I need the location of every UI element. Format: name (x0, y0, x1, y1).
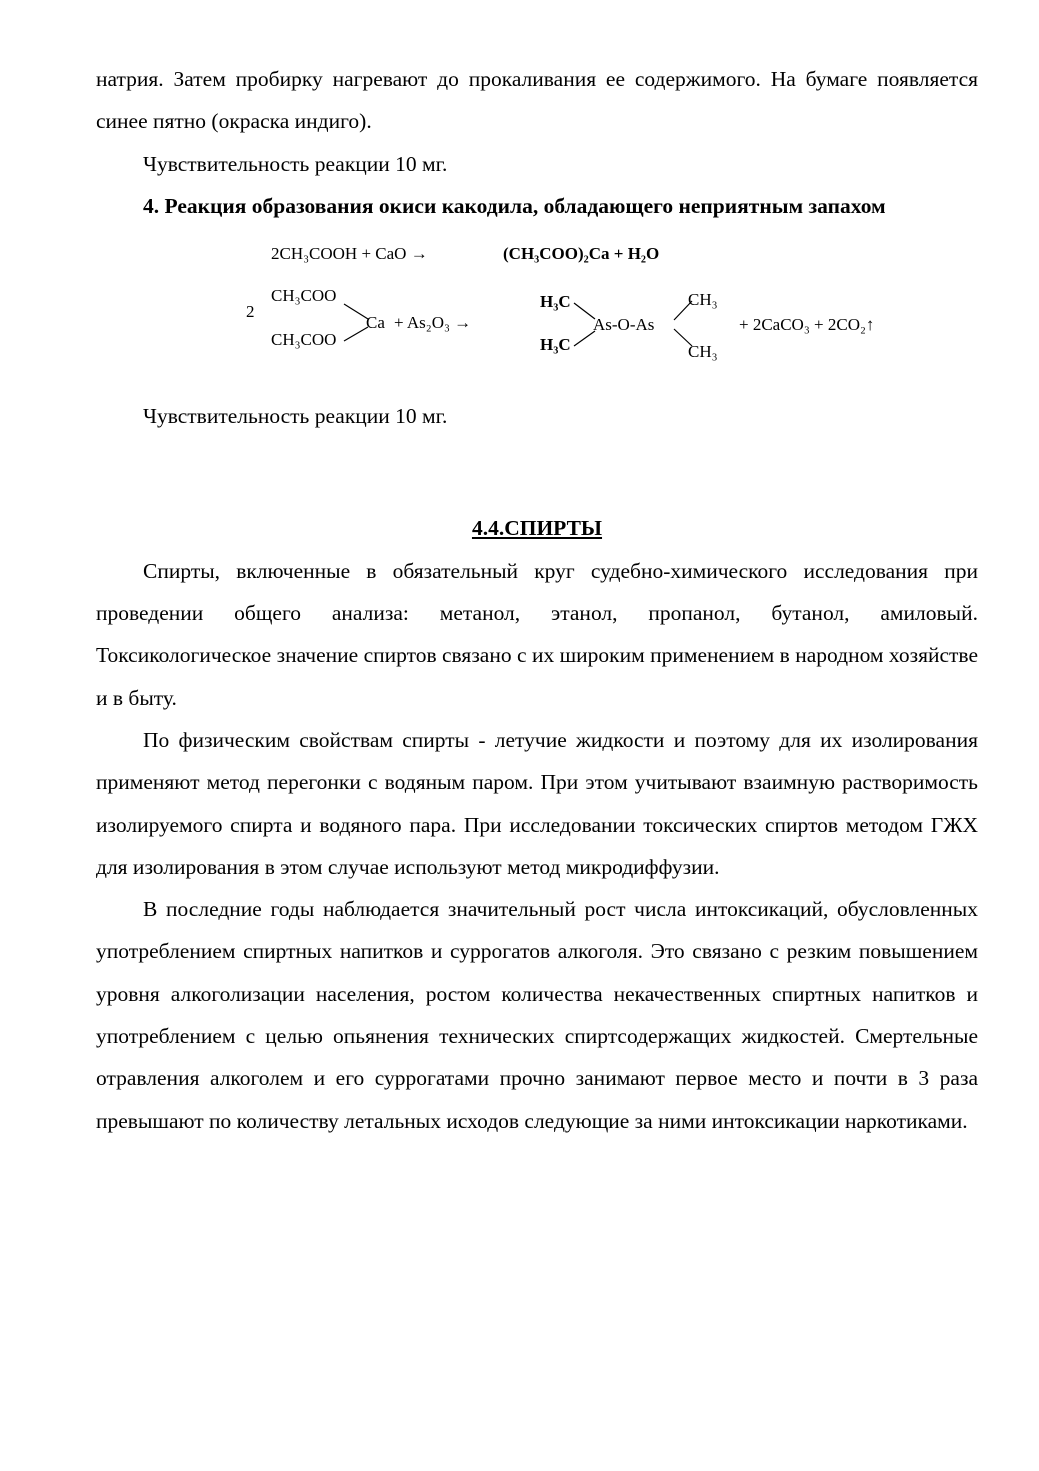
paragraph-continuation: натрия. Затем пробирку нагревают до прокаливания ее содержимого. На бумаге появляется синее пятно (окраска индиго). (96, 67, 978, 134)
arsenic-oxide-reagent: + As₂O₃ → (394, 313, 472, 333)
cacodyl-oxide-core: As-O-As (593, 315, 655, 335)
methyl-bottom-left: H₃C (540, 335, 571, 355)
sensitivity-note: Чувствительность реакции 10 мг. (143, 151, 448, 176)
section-heading: 4.4.СПИРТЫ (471, 516, 603, 541)
methyl-bottom-right: CH₃ (688, 342, 718, 362)
acetate-top: CH₃COO (271, 286, 337, 306)
intoxication-paragraph: В последние годы наблюдается значительный рост числа интоксикаций, обусловленных употреблением спиртных напитков и суррогатов алкоголя. Это связано с резким повышением уровня алкоголизации населения, ростом количества некачественных спиртных напитков и употреблением с целью опьянения технических спиртсодержащих жидкостей. Смертельные отравления алкоголем и его суррогатами прочно занимают первое место и почти в 3 раза превышают по количеству летальных исходов следующие за ними интоксикации наркотиками. (96, 897, 978, 1133)
byproducts: + 2CaCO₃ + 2CO₂↑ (739, 315, 875, 335)
physical-properties-paragraph: По физическим свойствам спирты - летучие жидкости и поэтому для их изолирования применяют метод перегонки с водяным паром. При этом учитывают взаимную растворимость изолируемого спирта и водяного пара. При исследовании токсических спиртов методом ГЖХ для изолирования в этом случае используют метод микродиффузии. (96, 727, 978, 879)
methyl-top-left: H₃C (540, 292, 571, 312)
sensitivity-note-2: Чувствительность реакции 10 мг. (143, 404, 448, 429)
calcium: Ca (366, 313, 385, 333)
cacodyl-reaction-scheme (96, 237, 978, 395)
coefficient: 2 (246, 302, 255, 322)
equation1-rhs: (CH₃COO)₂Ca + H₂O (503, 244, 660, 264)
alcohols-intro-paragraph: Спирты, включенные в обязательный круг судебно-химического исследования при проведении общего анализа: метанол, этанол, пропанол, бутанол, амиловый. Токсикологическое значение спиртов связано с их широким применением в народном хозяйстве и в быту. (96, 558, 978, 710)
document-page (96, 58, 978, 1142)
equation1-lhs: 2CH₃COOH + CaO → (271, 244, 428, 264)
methyl-top-right: CH₃ (688, 290, 718, 310)
reaction-title: 4. Реакция образования окиси какодила, обладающего неприятным запахом (143, 193, 886, 218)
acetate-bottom: CH₃COO (271, 330, 337, 350)
